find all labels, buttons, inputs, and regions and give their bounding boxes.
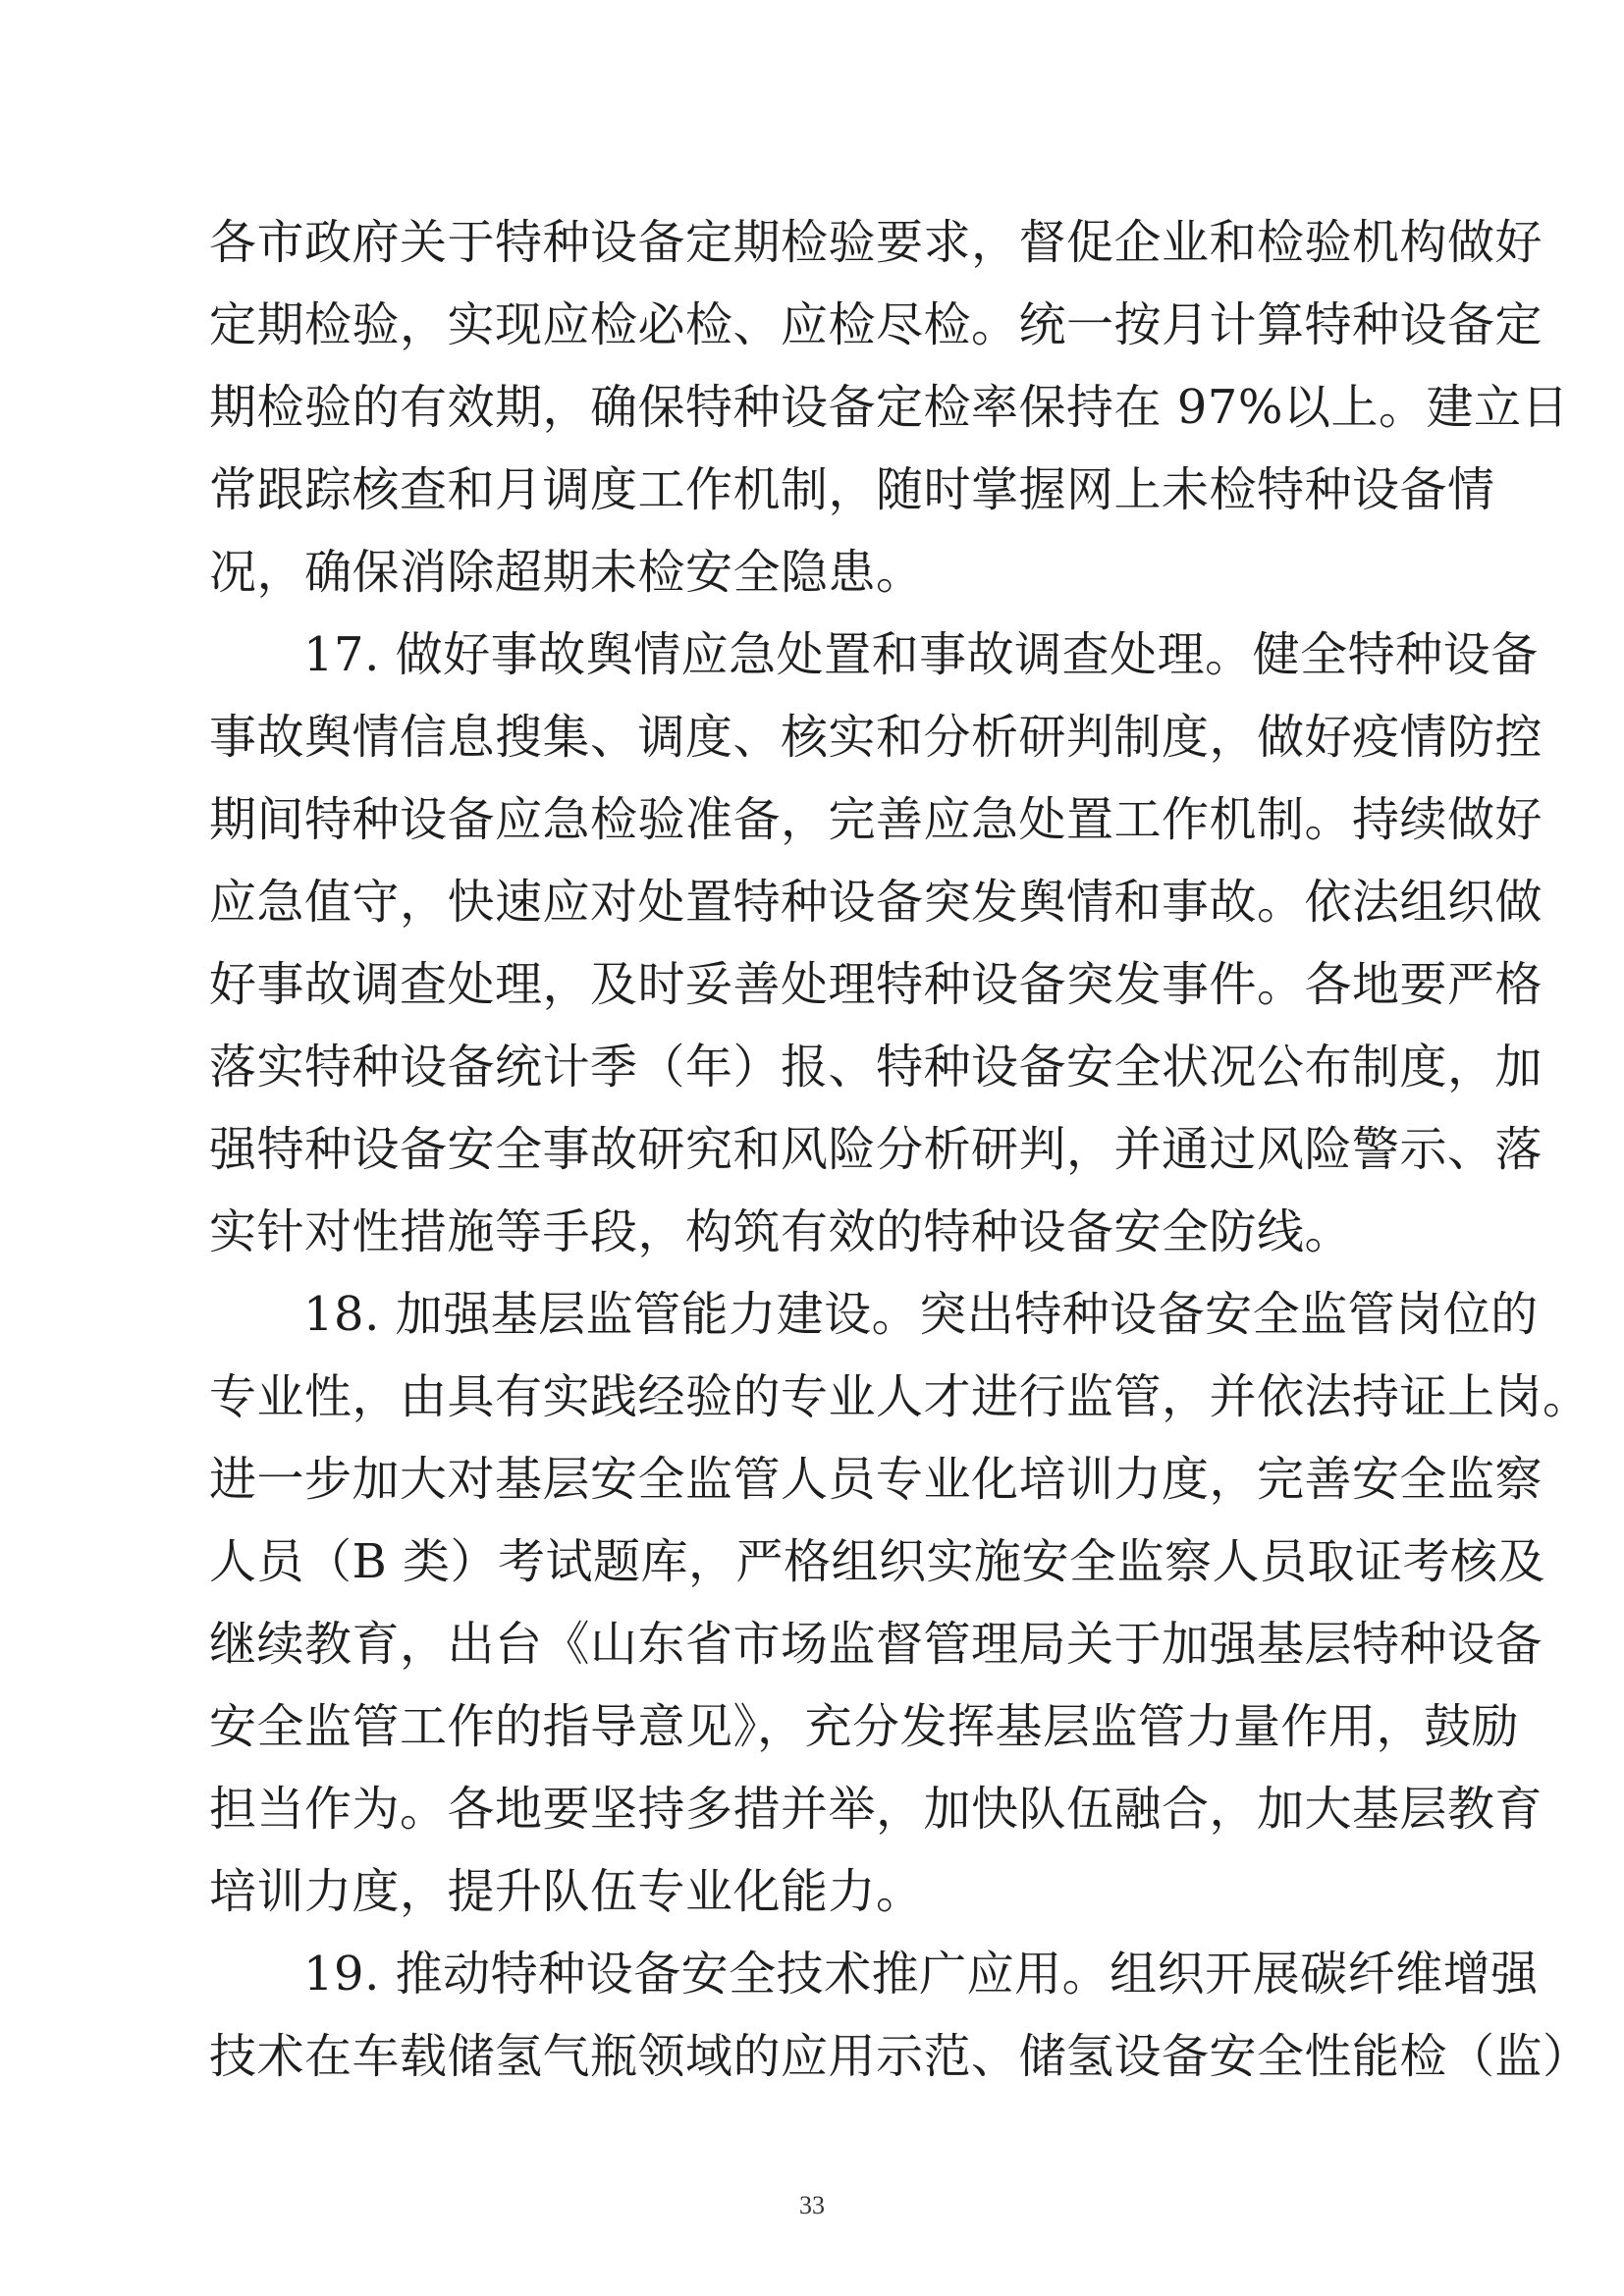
- text-line: 常跟踪核查和月调度工作机制，随时掌握网上未检特种设备情: [209, 462, 1495, 517]
- text-line: 定期检验，实现应检必检、应检尽检。统一按月计算特种设备定: [209, 297, 1543, 352]
- text-line: 期检验的有效期，确保特种设备定检率保持在 97%以上。建立日: [209, 380, 1569, 435]
- text-line: 人员（B 类）考试题库，严格组织实施安全监察人员取证考核及: [209, 1534, 1546, 1589]
- text-line: 培训力度，提升队伍专业化能力。: [209, 1864, 924, 1919]
- text-line: 实针对性措施等手段，构筑有效的特种设备安全防线。: [209, 1204, 1353, 1259]
- text-line: 好事故调查处理，及时妥善处理特种设备突发事件。各地要严格: [209, 957, 1543, 1012]
- text-line: 19. 推动特种设备安全技术推广应用。组织开展碳纤维增强: [303, 1947, 1539, 2002]
- body-text: [209, 201, 1591, 2098]
- text-line: 技术在车载储氢气瓶领域的应用示范、储氢设备安全性能检（监）: [209, 2029, 1591, 2084]
- text-line: 安全监管工作的指导意见》，充分发挥基层监管力量作用，鼓励: [209, 1699, 1520, 1754]
- page-number: 33: [799, 2191, 825, 2219]
- text-line: 强特种设备安全事故研究和风险分析研判，并通过风险警示、落: [209, 1122, 1543, 1177]
- text-line: 专业性，由具有实践经验的专业人才进行监管，并依法持证上岗。: [209, 1369, 1591, 1424]
- text-line: 17. 做好事故舆情应急处置和事故调查处理。健全特种设备: [303, 627, 1539, 682]
- text-line: 各市政府关于特种设备定期检验要求，督促企业和检验机构做好: [209, 215, 1543, 270]
- text-line: 进一步加大对基层安全监管人员专业化培训力度，完善安全监察: [209, 1452, 1543, 1507]
- text-line: 况，确保消除超期未检安全隐患。: [209, 545, 924, 600]
- text-line: 事故舆情信息搜集、调度、核实和分析研判制度，做好疫情防控: [209, 710, 1543, 765]
- text-line: 落实特种设备统计季（年）报、特种设备安全状况公布制度，加: [209, 1040, 1543, 1095]
- text-line: 应急值守，快速应对处置特种设备突发舆情和事故。依法组织做: [209, 875, 1543, 930]
- text-line: 期间特种设备应急检验准备，完善应急处置工作机制。持续做好: [209, 792, 1543, 847]
- text-line: 继续教育，出台《山东省市场监督管理局关于加强基层特种设备: [209, 1617, 1543, 1672]
- text-line: 18. 加强基层监管能力建设。突出特种设备安全监管岗位的: [303, 1287, 1539, 1342]
- text-line: 担当作为。各地要坚持多措并举，加快队伍融合，加大基层教育: [209, 1782, 1543, 1837]
